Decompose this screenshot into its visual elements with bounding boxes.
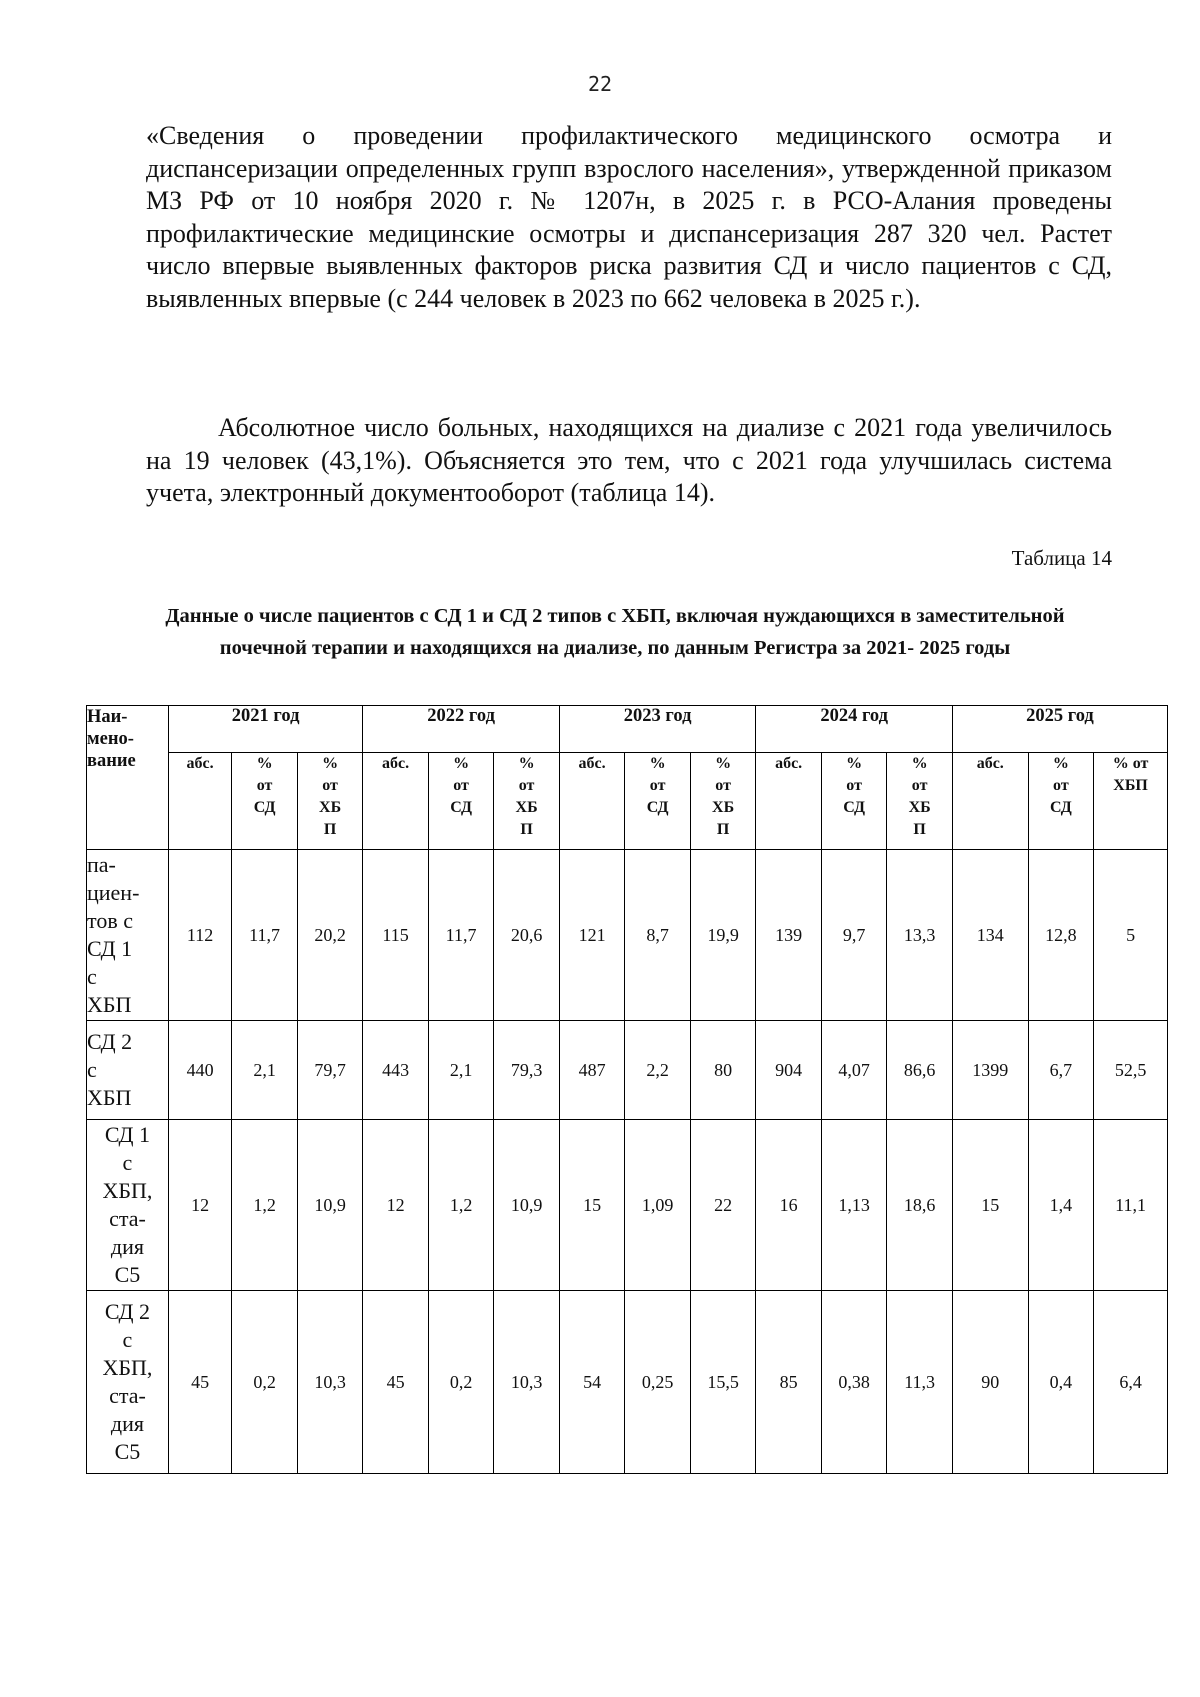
intro-paragraph: «Сведения о проведении профилактического медицинского осмотра и диспансеризации определенных групп взрослого населения», утвержденной приказом МЗ РФ от 10 ноября 2020 г. № 1207н, в 2025 г. в РСО-Алания проведены профилактические медицинские осмотры и диспансеризация 287 320 чел. Растет число впервые выявленных факторов риска развития СД и число пациентов с СД, выявленных впервые (с 244 человек в 2023 по 662 человека в 2025 г.). (146, 121, 1112, 313)
subheader-cell: абс. (559, 753, 625, 850)
table-cell: 20,2 (297, 850, 363, 1021)
table-cell: 12 (168, 1120, 231, 1291)
subheader-cell: % от СД (428, 753, 494, 850)
table-cell: 18,6 (887, 1120, 953, 1291)
subheader-cell: % от ХБ П (297, 753, 363, 850)
table-cell: 4,07 (821, 1021, 887, 1120)
row-name (87, 1291, 169, 1474)
subheader-cell: % от СД (821, 753, 887, 850)
table-cell: 19,9 (690, 850, 756, 1021)
table-cell: 134 (952, 850, 1028, 1021)
row-name-text: СД 2 с ХБП, ста- дия С5 (102, 1299, 153, 1464)
table-cell: 90 (952, 1291, 1028, 1474)
table-cell: 1,2 (428, 1120, 494, 1291)
table-cell: 0,4 (1028, 1291, 1094, 1474)
table-cell: 79,3 (494, 1021, 560, 1120)
table-cell: 1,2 (232, 1120, 298, 1291)
table-title: Данные о числе пациентов с СД 1 и СД 2 типов с ХБП, включая нуждающихся в заместительной почечной терапии и находящихся на диализе, по данным Регистра за 2021- 2025 годы (165, 605, 1065, 659)
table-cell: 10,9 (494, 1120, 560, 1291)
table-cell: 15 (559, 1120, 625, 1291)
name-header (87, 706, 169, 850)
table-cell: 0,2 (232, 1291, 298, 1474)
table-cell: 6,4 (1094, 1291, 1168, 1474)
subheader-cell: абс. (168, 753, 231, 850)
row-name (87, 1021, 169, 1120)
subheader-cell: % от ХБ П (887, 753, 953, 850)
year-header-2022: 2022 год (363, 706, 560, 753)
subheader-cell: % от СД (232, 753, 298, 850)
table-cell: 11,1 (1094, 1120, 1168, 1291)
table-cell: 139 (756, 850, 822, 1021)
table-cell: 54 (559, 1291, 625, 1474)
table-cell: 121 (559, 850, 625, 1021)
year-header-2023: 2023 год (559, 706, 756, 753)
subheader-cell: % от ХБ П (690, 753, 756, 850)
table-cell: 45 (168, 1291, 231, 1474)
table-row (87, 1120, 1168, 1291)
subheader-cell: % от ХБ П (494, 753, 560, 850)
table-cell: 10,3 (494, 1291, 560, 1474)
table-cell: 11,7 (232, 850, 298, 1021)
subheader-cell: % от СД (625, 753, 691, 850)
subheader-cell: % от ХБП (1094, 753, 1168, 850)
table-cell: 1,13 (821, 1120, 887, 1291)
table-cell: 15 (952, 1120, 1028, 1291)
table-cell: 11,7 (428, 850, 494, 1021)
table-row (87, 1291, 1168, 1474)
table-cell: 1,09 (625, 1120, 691, 1291)
dialysis-paragraph: Абсолютное число больных, находящихся на диализе с 2021 года увеличилось на 19 человек (43,1%). Объясняется это тем, что с 2021 года улучшилась система учета, электронный документооборот (таблица 14). (146, 413, 1112, 507)
table-cell: 20,6 (494, 850, 560, 1021)
page-number: 22 (587, 72, 613, 96)
table-cell: 9,7 (821, 850, 887, 1021)
table-cell: 0,25 (625, 1291, 691, 1474)
row-name (87, 850, 169, 1021)
year-header-2021: 2021 год (168, 706, 362, 753)
table-cell: 904 (756, 1021, 822, 1120)
table-cell: 487 (559, 1021, 625, 1120)
table-cell: 45 (363, 1291, 429, 1474)
table-cell: 2,2 (625, 1021, 691, 1120)
table-cell: 85 (756, 1291, 822, 1474)
table-cell: 12 (363, 1120, 429, 1291)
row-name (87, 1120, 169, 1291)
subheader-cell: абс. (363, 753, 429, 850)
subheader-cell: абс. (756, 753, 822, 850)
year-header-2025: 2025 год (952, 706, 1167, 753)
table-cell: 0,2 (428, 1291, 494, 1474)
table-caption: Таблица 14 (1011, 546, 1112, 570)
table-cell: 10,9 (297, 1120, 363, 1291)
table-row (87, 1021, 1168, 1120)
table-cell: 80 (690, 1021, 756, 1120)
table-cell: 1,4 (1028, 1120, 1094, 1291)
table-cell: 443 (363, 1021, 429, 1120)
table-cell: 15,5 (690, 1291, 756, 1474)
table-cell: 1399 (952, 1021, 1028, 1120)
table-cell: 8,7 (625, 850, 691, 1021)
table-cell: 10,3 (297, 1291, 363, 1474)
table-cell: 11,3 (887, 1291, 953, 1474)
table-cell: 440 (168, 1021, 231, 1120)
table-cell: 52,5 (1094, 1021, 1168, 1120)
name-header-text: Наи- мено- вание (87, 707, 136, 771)
row-name-text: СД 2 с ХБП (87, 1029, 133, 1110)
row-name-text: СД 1 с ХБП, ста- дия С5 (102, 1122, 153, 1287)
table-cell: 22 (690, 1120, 756, 1291)
row-name-text: па- циен- тов с СД 1 с ХБП (87, 852, 140, 1017)
table-row (87, 850, 1168, 1021)
table-cell: 12,8 (1028, 850, 1094, 1021)
table-cell: 5 (1094, 850, 1168, 1021)
table-cell: 16 (756, 1120, 822, 1291)
subheader-cell: абс. (952, 753, 1028, 850)
year-header-2024: 2024 год (756, 706, 953, 753)
table-cell: 2,1 (428, 1021, 494, 1120)
data-table (86, 705, 1168, 1474)
table-cell: 13,3 (887, 850, 953, 1021)
table-cell: 79,7 (297, 1021, 363, 1120)
table-cell: 2,1 (232, 1021, 298, 1120)
subheader-cell: % от СД (1028, 753, 1094, 850)
table-cell: 0,38 (821, 1291, 887, 1474)
table-cell: 6,7 (1028, 1021, 1094, 1120)
table-cell: 86,6 (887, 1021, 953, 1120)
table-cell: 115 (363, 850, 429, 1021)
table-cell: 112 (168, 850, 231, 1021)
